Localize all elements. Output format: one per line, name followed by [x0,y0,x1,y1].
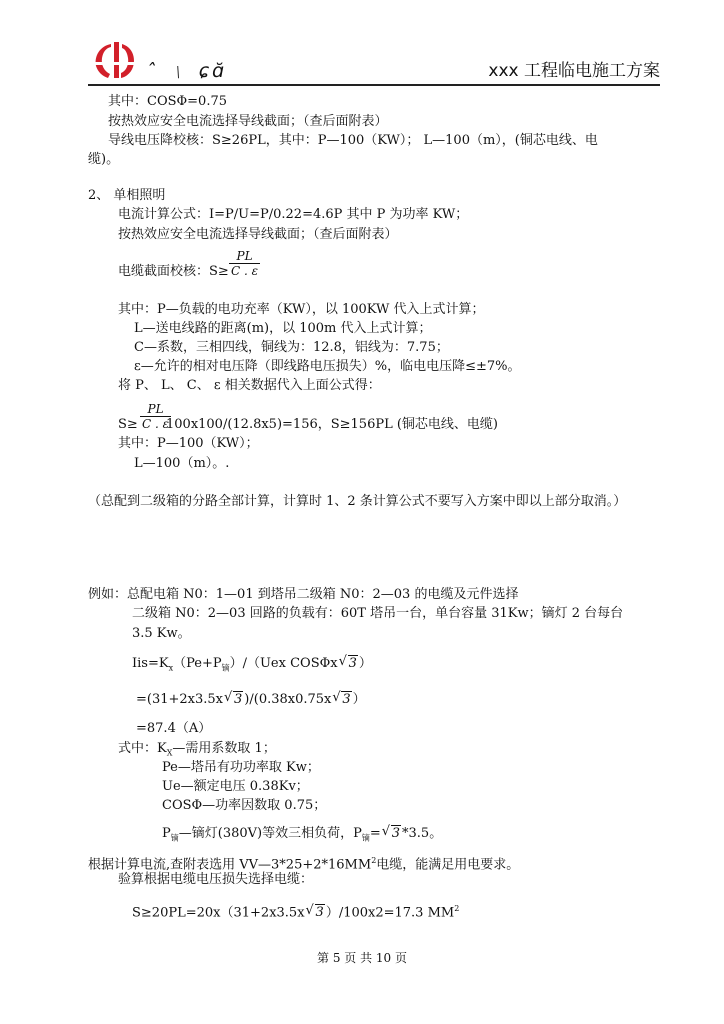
text-line: L—送电线路的距离(m)，以 100m 代入上式计算； [134,321,432,336]
note-paragraph: （总配到二级箱的分路全部计算，计算时 1、2 条计算公式不要写入方案中即以上部分取消。） [88,494,627,509]
text-line: Ue—额定电压 0.38Kv； [162,779,309,794]
sqrt-symbol: √ 3 [305,903,324,921]
page-header [88,38,660,86]
sqrt-symbol: √ 3 [332,690,351,707]
company-logo-icon [92,40,136,80]
text-line: 验算根据电缆电压损失选择电缆： [118,872,314,887]
sqrt-symbol: √ 3 [381,824,401,841]
text-line: 按热效应安全电流选择导线截面；（查后面附表） [118,227,398,242]
text-line: L—100（m）。. [134,456,230,471]
fraction-numerator: PL [147,402,164,416]
formula-line: $Iis=K_x(Pe+P_镝)/(Uex$ COSΦx √ 3 ） [132,654,372,673]
text-line: S≥ [118,417,138,432]
text-line: ε—允许的相对电压降（即线路电压损失）%，临电电压降≤±7%。 [134,359,521,374]
text-line: 式中：$K_X—$需用系数取 1； [118,741,276,758]
text-line: 3.5 Kw。 [132,626,191,641]
fraction-denominator: C . ε [142,417,170,431]
text-line: 缆)。 [88,152,120,167]
text-line: 导线电压降校核：S≥26PL，其中：P—100（KW）； L—100（m），(铜芯电线、电 [108,133,598,148]
text-line: Pe—塔吊有功功率取 Kw； [162,760,320,775]
header-title: xxx 工程临电施工方案 [488,61,660,81]
sqrt-symbol: √ 3 [338,654,357,671]
section-heading: 2、 单相照明 [88,188,166,203]
text-line: 二级箱 N0：2—03 回路的负载有：60T 塔吊一台，单台容量 31Kw；镝灯 2 台每台 [132,606,624,621]
header-divider [88,84,660,86]
formula-line: =(31+2x3.5x √ 3 )/(0.38x0.75x √ 3 ） [136,690,366,707]
text-line: 其中：P—100（KW）； [118,436,259,451]
formula-line: $P_镝—$镝灯(380V)等效三相负荷，$P_镝=$ √ 3 *3.5。 [162,824,443,843]
text-line: 按热效应安全电流选择导线截面；（查后面附表） [108,114,388,129]
page-number: 第 5 页 共 10 页 [317,951,407,965]
fraction-denominator: C . ε [231,264,259,278]
text-line: 其中：COSΦ=0.75 [108,94,228,109]
text-line: 电缆截面校核：S≥ [118,264,229,279]
company-logo-script: ˆ ﹨ ɕɑ̆ [146,60,228,82]
formula-fraction [229,249,260,278]
sqrt-symbol: √ 3 [224,690,243,707]
text-line: =87.4（A） [136,721,212,736]
formula-line: S≥20PL=20x（31+2x3.5x √ 3 ）/100x2=17.3 $MM^2$ [132,903,460,921]
text-line: 将 P、 L、 C、 ε 相关数据代入上面公式得： [118,378,381,393]
text-line: 电流计算公式：I=P/U=P/0.22=4.6P 其中 P 为功率 KW； [118,207,469,222]
text-line: 其中：P—负载的电功充率（KW），以 100KW 代入上式计算； [118,302,485,317]
text-line: C—系数，三相四线，铜线为：12.8，铝线为：7.75； [134,340,449,355]
text-line: 根据计算电流,查附表选用 $VV—3*25+2*16MM^2$电缆，能满足用电要求。 [88,856,520,873]
text-line: 100x100/(12.8x5)=156，S≥156PL (铜芯电线、电缆) [166,417,499,432]
text-line: 例如：总配电箱 N0：1—01 到塔吊二级箱 N0：2—03 的电缆及元件选择 [88,587,519,602]
fraction-numerator: PL [236,249,253,263]
text-line: COSΦ—功率因数取 0.75； [162,798,327,813]
